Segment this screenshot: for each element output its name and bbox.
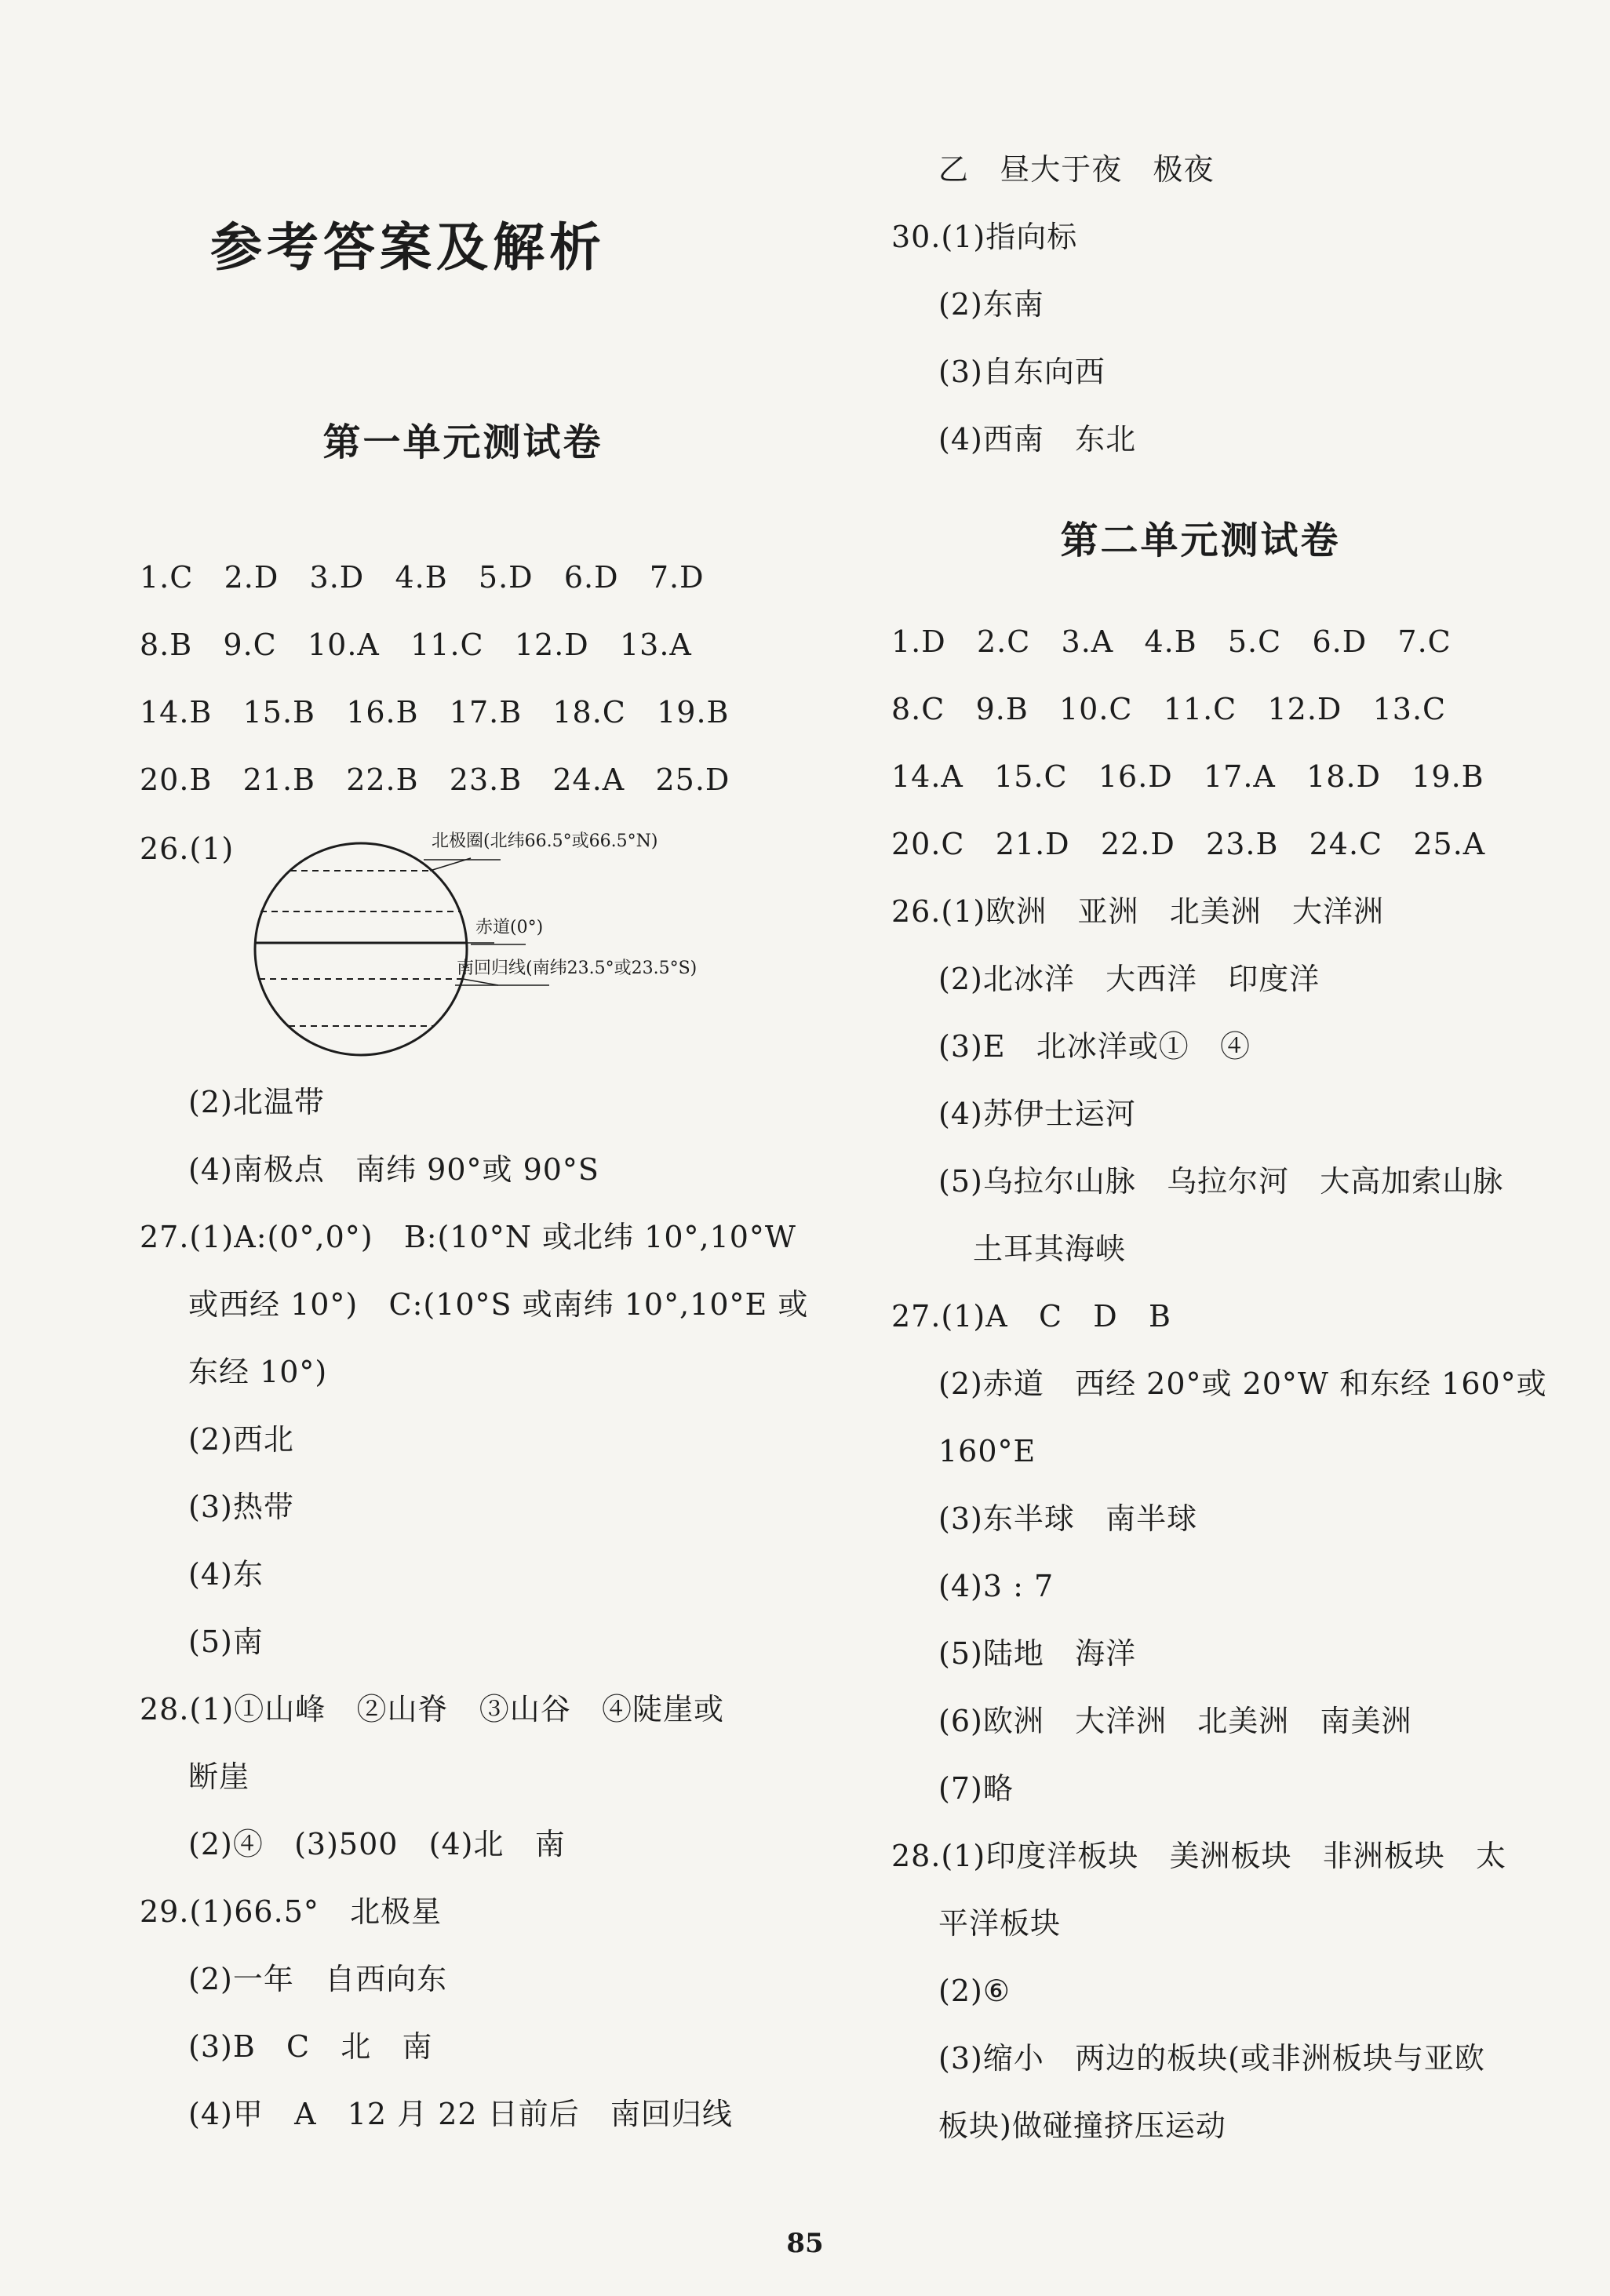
right-top-line-2: 30.(1)指向标 [891, 220, 1078, 254]
unit2-line-21: (2)⑥ [938, 1974, 1011, 2008]
unit1-line-17: (2)④ (3)500 (4)北 南 [188, 1827, 566, 1861]
unit1-line-18: 29.(1)66.5° 北极星 [140, 1894, 443, 1929]
unit1-line-9: 或西经 10°) C:(10°S 或南纬 10°,10°E 或 [188, 1287, 809, 1322]
right-top-line-1: 乙 昼大于夜 极夜 [938, 152, 1215, 187]
globe-diagram [228, 839, 761, 1067]
globe-label-capricorn: 南回归线(南纬23.5°或23.5°S) [457, 959, 698, 978]
unit2-line-15: (4)3 : 7 [938, 1569, 1055, 1603]
unit1-line-10: 东经 10°) [188, 1355, 328, 1389]
unit1-line-14: (5)南 [188, 1625, 264, 1659]
globe-label-equator: 赤道(0°) [475, 918, 544, 937]
unit1-line-4: 20.B 21.B 22.B 23.B 24.A 25.D [140, 762, 730, 797]
unit2-heading: 第二单元测试卷 [1060, 519, 1341, 562]
unit2-line-13: 160°E [938, 1434, 1036, 1468]
right-top-line-4: (3)自东向西 [938, 355, 1106, 389]
unit2-line-6: (2)北冰洋 大西洋 印度洋 [938, 962, 1320, 996]
unit2-line-23: 板块)做碰撞挤压运动 [938, 2109, 1226, 2143]
unit1-line-8: 27.(1)A:(0°,0°) B:(10°N 或北纬 10°,10°W [140, 1220, 796, 1254]
globe-label-arctic: 北极圈(北纬66.5°或66.5°N) [432, 831, 658, 851]
unit1-line-13: (4)东 [188, 1557, 264, 1592]
unit1-line-11: (2)西北 [188, 1422, 294, 1457]
unit2-line-4: 20.C 21.D 22.D 23.B 24.C 25.A [891, 827, 1486, 861]
unit1-line-3: 14.B 15.B 16.B 17.B 18.C 19.B [140, 695, 730, 730]
unit2-line-22: (3)缩小 两边的板块(或非洲板块与亚欧 [938, 2041, 1485, 2076]
unit2-line-3: 14.A 15.C 16.D 17.A 18.D 19.B [891, 759, 1484, 794]
unit2-line-14: (3)东半球 南半球 [938, 1501, 1198, 1536]
unit1-line-2: 8.B 9.C 10.A 11.C 12.D 13.A [140, 628, 692, 662]
unit2-line-8: (4)苏伊士运河 [938, 1097, 1136, 1131]
unit2-line-16: (5)陆地 海洋 [938, 1636, 1137, 1671]
unit2-line-7: (3)E 北冰洋或① ④ [938, 1029, 1251, 1064]
unit1-line-1: 1.C 2.D 3.D 4.B 5.D 6.D 7.D [140, 560, 705, 595]
unit2-line-19: 28.(1)印度洋板块 美洲板块 非洲板块 太 [891, 1839, 1506, 1873]
right-top-line-3: (2)东南 [938, 287, 1044, 322]
capricorn-leader-line [463, 979, 498, 985]
right-top-line-5: (4)西南 东北 [938, 422, 1137, 457]
globe-outline [255, 843, 467, 1055]
unit1-line-15: 28.(1)①山峰 ②山脊 ③山谷 ④陡崖或 [140, 1692, 724, 1727]
unit1-line-21: (4)甲 A 12 月 22 日前后 南回归线 [188, 2097, 733, 2131]
unit1-line-20: (3)B C 北 南 [188, 2029, 433, 2064]
unit2-line-5: 26.(1)欧洲 亚洲 北美洲 大洋洲 [891, 894, 1384, 929]
unit2-line-18: (7)略 [938, 1771, 1014, 1806]
unit2-line-9: (5)乌拉尔山脉 乌拉尔河 大高加索山脉 [938, 1164, 1504, 1199]
page-number: 85 [786, 2228, 824, 2259]
unit2-line-20: 平洋板块 [938, 1906, 1062, 1941]
unit1-line-5: 26.(1) [140, 831, 235, 866]
unit2-line-2: 8.C 9.B 10.C 11.C 12.D 13.C [891, 692, 1447, 726]
unit1-line-12: (3)热带 [188, 1490, 294, 1524]
unit1-line-6: (2)北温带 [188, 1085, 325, 1119]
page-title: 参考答案及解析 [210, 217, 606, 278]
unit2-line-11: 27.(1)A C D B [891, 1299, 1171, 1334]
unit2-line-10: 土耳其海峡 [973, 1232, 1127, 1266]
unit1-line-7: (4)南极点 南纬 90°或 90°S [188, 1152, 599, 1187]
unit1-line-16: 断崖 [188, 1759, 250, 1794]
unit2-line-1: 1.D 2.C 3.A 4.B 5.C 6.D 7.C [891, 624, 1452, 659]
unit2-line-12: (2)赤道 西经 20°或 20°W 和东经 160°或 [938, 1366, 1547, 1401]
unit2-line-17: (6)欧洲 大洋洲 北美洲 南美洲 [938, 1704, 1412, 1738]
unit1-line-19: (2)一年 自西向东 [188, 1962, 448, 1996]
unit1-heading: 第一单元测试卷 [322, 420, 603, 464]
